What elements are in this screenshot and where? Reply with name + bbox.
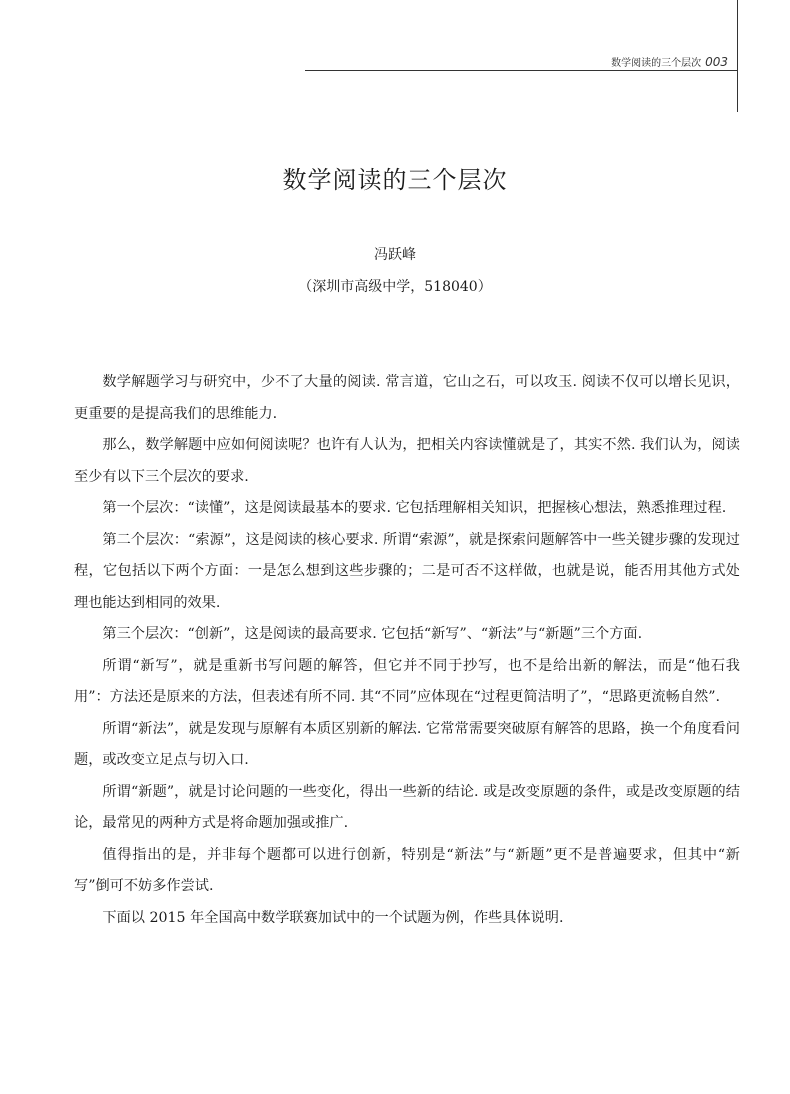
author-name: 冯跃峰: [374, 247, 416, 263]
paragraph: 数学解题学习与研究中，少不了大量的阅读. 常言道，它山之石，可以攻玉. 阅读不仅可以增长见识，更重要的是提高我们的思维能力.: [74, 374, 740, 422]
page-number: 003: [705, 55, 728, 69]
article-title: 数学阅读的三个层次: [282, 166, 508, 194]
paragraph: 值得指出的是，并非每个题都可以进行创新，特别是“新法”与“新题”更不是普遍要求，但其中“新写”倒可不妨多作尝试.: [74, 846, 740, 894]
paragraph: 所谓“新法”，就是发现与原解有本质区别新的解法. 它常常需要突破原有解答的思路，换一个角度看问题，或改变立足点与切入口.: [74, 720, 740, 768]
paragraph: 那么，数学解题中应如何阅读呢？也许有人认为，把相关内容读懂就是了，其实不然. 我们认为，阅读至少有以下三个层次的要求.: [74, 437, 740, 485]
running-head: [611, 54, 728, 69]
paragraph: 所谓“新写”，就是重新书写问题的解答，但它并不同于抄写，也不是给出新的解法，而是“他石我用”：方法还是原来的方法，但表述有所不同. 其“不同”应体现在“过程更简洁明了”，“思路更流畅自然”.: [74, 657, 740, 705]
paragraph: 所谓“新题”，就是讨论问题的一些变化，得出一些新的结论. 或是改变原题的条件，或是改变原题的结论，最常见的两种方式是将命题加强或推广.: [74, 783, 740, 831]
paragraph: 第三个层次：“创新”，这是阅读的最高要求. 它包括“新写”、“新法”与“新题”三个方面.: [102, 626, 643, 642]
author-affiliation: （深圳市高级中学，518040）: [298, 279, 492, 295]
paragraph: 第二个层次：“索源”，这是阅读的核心要求. 所谓“索源”，就是探索问题解答中一些关键步骤的发现过程，它包括以下两个方面：一是怎么想到这些步骤的；二是可否不这样做，也就是说，能否用其他方式处理也能达到相同的效果.: [74, 531, 740, 611]
header-vertical-rule: [737, 0, 738, 112]
header-rule: [305, 70, 738, 71]
paragraph: 下面以 2015 年全国高中数学联赛加试中的一个试题为例，作些具体说明.: [102, 909, 564, 926]
running-head-title: 数学阅读的三个层次: [611, 58, 702, 69]
article-body: [74, 367, 740, 934]
paragraph: 第一个层次：“读懂”，这是阅读最基本的要求. 它包括理解相关知识，把握核心想法，熟悉推理过程.: [102, 500, 727, 516]
